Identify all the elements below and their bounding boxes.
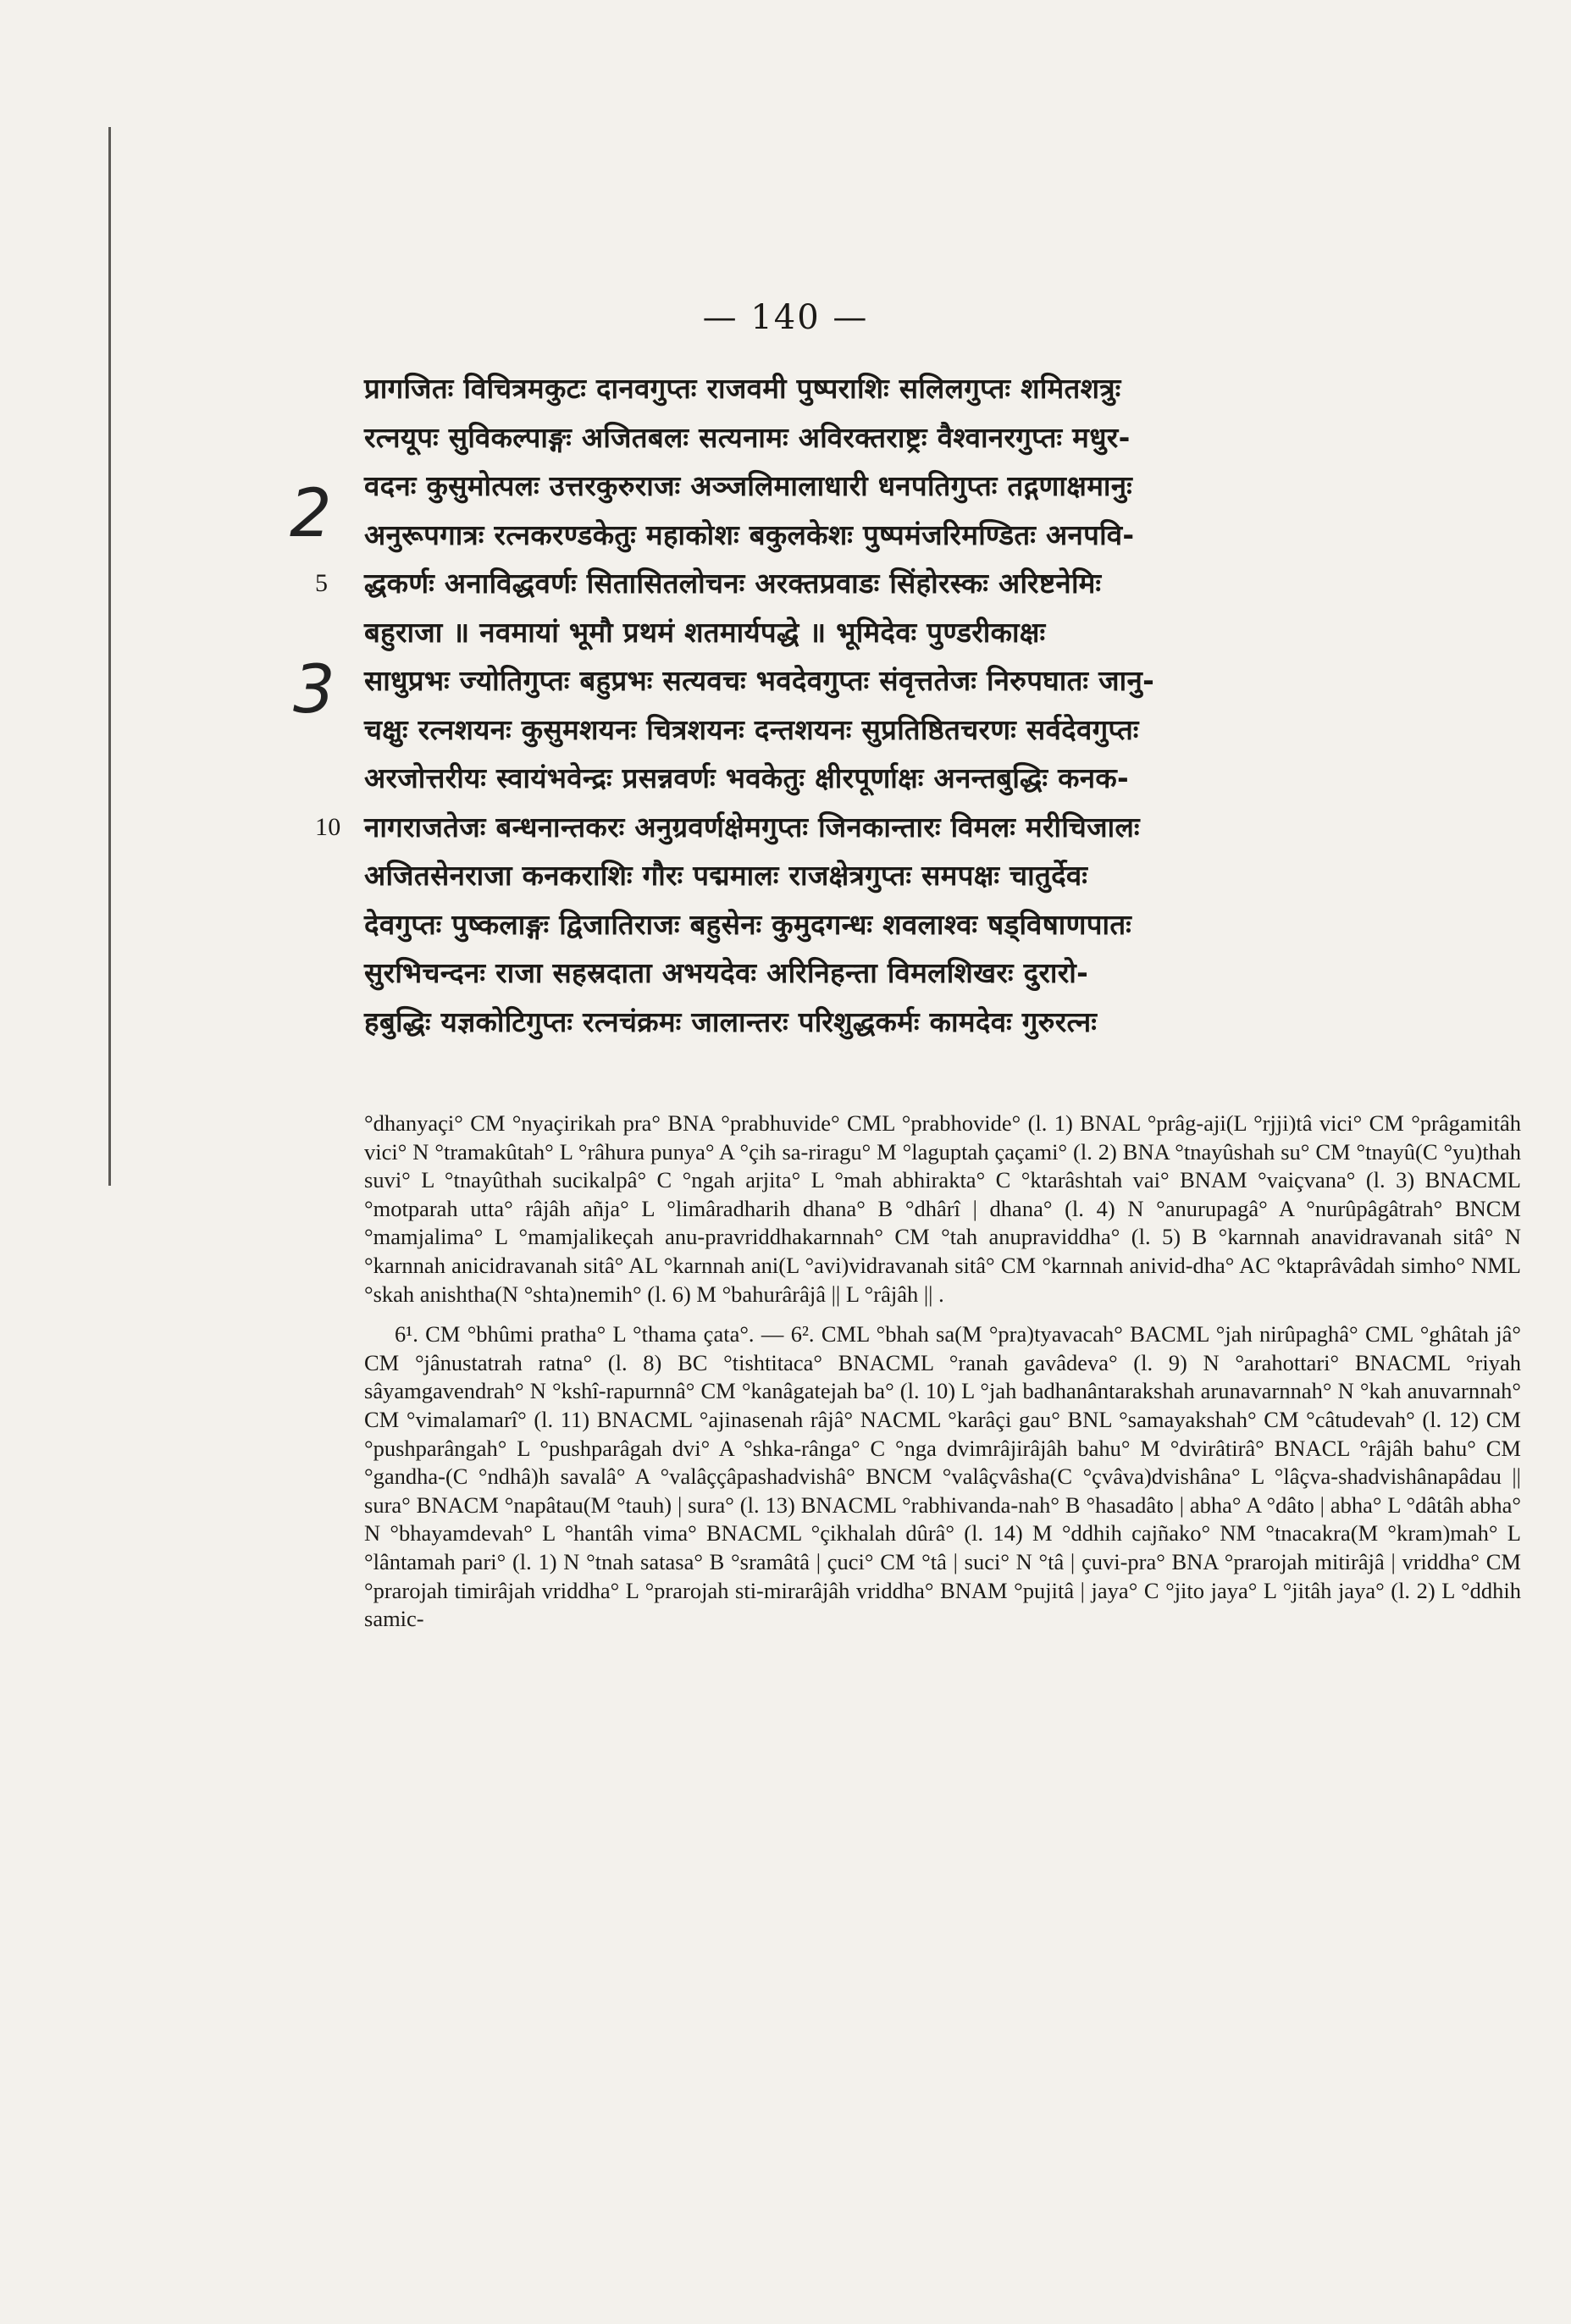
- sanskrit-line-text: नागराजतेजः बन्धनान्तकरः अनुग्रवर्णक्षेमगुप्तः जिनकान्तारः विमलः मरीचिजालः: [364, 810, 1140, 844]
- binding-edge: [108, 127, 111, 1186]
- margin-mark-3: 3: [293, 652, 335, 728]
- sanskrit-line: [364, 608, 1516, 657]
- sanskrit-line: [364, 851, 1516, 900]
- sanskrit-line: [364, 949, 1516, 998]
- sanskrit-line-text: बहुराजा ॥ नवमायां भूमौ प्रथमं शतमार्यपद्धे ॥ भूमिदेवः पुण्डरीकाक्षः: [364, 615, 1046, 649]
- sanskrit-line-text: सुरभिचन्दनः राजा सहस्रदाता अभयदेवः अरिनिहन्ता विमलशिखरः दुरारो-: [364, 956, 1089, 989]
- sanskrit-line-text: द्धकर्णः अनाविद्धवर्णः सितासितलोचनः अरक्तप्रवाडः सिंहोरस्कः अरिष्टनेमिः: [364, 567, 1102, 600]
- sanskrit-line-text: रत्नयूपः सुविकल्पाङ्गः अजितबलः सत्यनामः अविरक्तराष्ट्रः वैश्वानरगुप्तः मधुर-: [364, 420, 1131, 454]
- sanskrit-line: [364, 413, 1516, 462]
- line-number: 10: [315, 812, 341, 841]
- variant-readings-apparatus: [364, 1109, 1521, 1634]
- sanskrit-line: [364, 706, 1516, 755]
- sanskrit-line: [364, 656, 1516, 706]
- sanskrit-line: [364, 998, 1516, 1047]
- sanskrit-line-text: अनुरूपगात्रः रत्नकरण्डकेतुः महाकोशः बकुलकेशः पुष्पमंजरिमण्डितः अनपवि-: [364, 517, 1135, 551]
- sanskrit-line-text: अजितसेनराजा कनकराशिः गौरः पद्ममालः राजक्षेत्रगुप्तः समपक्षः चातुर्देवः: [364, 859, 1088, 892]
- sanskrit-line-text: प्रागजितः विचित्रमकुटः दानवगुप्तः राजवमी पुष्पराशिः सलिलगुप्तः शमितशत्रुः: [364, 372, 1121, 405]
- page-number: — 140 —: [702, 298, 869, 337]
- variant-paragraph: °dhanyaçi° CM °nyaçirikah pra° BNA °prabhuvide° CML °prabhovide° (l. 1) BNAL °prâg-aji(L °rjji)tâ vici° CM °prâgamitâh vici° N °tramakûtah° L °râhura punya° A °çih sa-riragu° M °laguptah çaçami° (l. 2) BNA °tnayûshah su° CM °tnayû(C °yu)thah suvi° L °tnayûthah sucikalpâ° C °ngah arjita° L °mah abhirakta° C °ktarâshtah vai° BNAM °vaiçvana° (l. 3) BNACML °motparah utta° râjâh añja° L °limâradharih dhana° B °dhârî | dhana° (l. 4) N °anurupagâ° A °nurûpâgâtrah° BNCM °mamjalima° L °mamjalikeçah anu-pravriddhakarnnah° CM °tah anupraviddha° (l. 5) B °karnnah anavidravanah sitâ° N °karnnah anicidravanah sitâ° AL °karnnah ani(L °avi)vidravanah sitâ° CM °karnnah anivid-dha° AC °ktaprâvâdah simho° NML °skah anishtha(N °shta)nemih° (l. 6) M °bahurârâjâ || L °râjâh || .: [364, 1110, 1521, 1307]
- sanskrit-line: [364, 364, 1516, 413]
- sanskrit-line: [364, 900, 1516, 949]
- sanskrit-line-text: देवगुप्तः पुष्कलाङ्गः द्विजातिराजः बहुसेनः कुमुदगन्धः शवलाश्वः षड्विषाणपातः: [364, 907, 1132, 941]
- sanskrit-text-block: [315, 364, 1516, 1046]
- margin-mark-2: 2: [290, 476, 332, 552]
- sanskrit-line: [364, 511, 1516, 560]
- sanskrit-line-text: हबुद्धिः यज्ञकोटिगुप्तः रत्नचंक्रमः जालान्तरः परिशुद्धकर्मः कामदेवः गुरुरत्नः: [364, 1004, 1098, 1038]
- sanskrit-line: [315, 803, 1516, 852]
- sanskrit-line-text: चक्षुः रत्नशयनः कुसुमशयनः चित्रशयनः दन्तशयनः सुप्रतिष्ठितचरणः सर्वदेवगुप्तः: [364, 712, 1139, 746]
- sanskrit-line: [364, 754, 1516, 803]
- sanskrit-line: [364, 462, 1516, 511]
- line-number: 5: [315, 569, 329, 597]
- sanskrit-line-text: अरजोत्तरीयः स्वायंभवेन्द्रः प्रसन्नवर्णः भवकेतुः क्षीरपूर्णाक्षः अनन्तबुद्धिः कनक-: [364, 761, 1129, 794]
- sanskrit-line: [315, 559, 1516, 608]
- variant-paragraph: 6¹. CM °bhûmi pratha° L °thama çata°. — 6². CML °bhah sa(M °pra)tyavacah° BACML °jah nirûpaghâ° CML °ghâtah jâ° CM °jânustatrah ratna° (l. 8) BC °tishtitaca° BNACML °ranah gavâdeva° (l. 9) N °arahottari° BNACML °riyah sâyamgavendrah° N °kshî-rapurnnâ° CM °kanâgatejah ba° (l. 10) L °jah badhanântarakshah arunavarnnah° N °kah anuvarnnah° CM °vimalamarî° (l. 11) BNACML °ajinasenah râjâ° NACML °karâçi gau° BNL °samayakshah° CM °câtudevah° (l. 12) CM °pushparângah° L °pushparâgah dvi° A °shka-rânga° C °nga dvimrâjirâjâh bahu° M °dvirâtirâ° BNACL °râjâh bahu° CM °gandha-(C °ndhâ)h savalâ° A °valâççâpashadvishâ° BNCM °valâçvâsha(C °çvâva)dvishâna° L °lâçva-shadvishânapâdau || sura° BNACM °napâtau(M °tauh) | sura° (l. 13) BNACML °rabhivanda-nah° B °hasadâto | abha° A °dâto | abha° L °dâtâh abha° N °bhayamdevah° L °hantâh vima° BNACML °çikhalah dûrâ° (l. 14) M °ddhih cajñako° NM °tnacakra(M °kram)mah° L °lântamah pari° (l. 1) N °tnah satasa° B °sramâtâ | çuci° CM °tâ | suci° N °tâ | çuvi-pra° BNA °prarojah mitirâjâ | vriddha° CM °prarojah timirâjah vriddha° L °prarojah sti-mirarâjâh vriddha° BNAM °pujitâ | jaya° C °jito jaya° L °jitâh jaya° (l. 2) L °ddhih samic-: [364, 1321, 1521, 1632]
- sanskrit-line-text: वदनः कुसुमोत्पलः उत्तरकुरुराजः अञ्जलिमालाधारी धनपतिगुप्तः तद्गणाक्षमानुः: [364, 469, 1133, 502]
- sanskrit-line-text: साधुप्रभः ज्योतिगुप्तः बहुप्रभः सत्यवचः भवदेवगुप्तः संवृत्ततेजः निरुपघातः जानु-: [364, 664, 1155, 697]
